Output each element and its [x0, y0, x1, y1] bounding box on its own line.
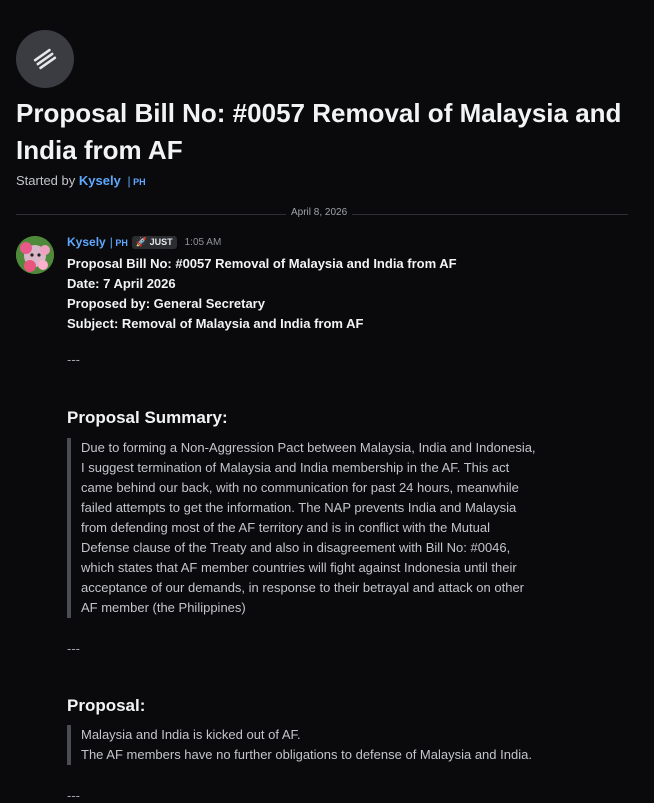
proposal-line: The AF members have no further obligations to defense of Malaysia and India.	[81, 747, 532, 762]
separator: ---	[67, 641, 80, 656]
started-by	[16, 173, 146, 188]
summary-line: which states that AF member countries will fight against Indonesia until their	[81, 560, 517, 575]
summary-heading: Proposal Summary:	[67, 408, 228, 427]
message-timestamp[interactable]: 1:05 AM	[184, 236, 222, 248]
message-author[interactable]: Kysely	[67, 235, 106, 249]
bill-proposer-line: Proposed by: General Secretary	[67, 296, 265, 311]
proposal-quote	[67, 725, 532, 765]
started-prefix: Started by	[16, 173, 76, 188]
summary-line: I suggest termination of Malaysia and India membership in the AF. This act	[81, 460, 510, 475]
rocket-icon: 🚀	[135, 236, 148, 247]
proposal-line: Malaysia and India is kicked out of AF.	[81, 727, 301, 742]
avatar[interactable]	[16, 236, 54, 274]
thread-author-tag: | PH	[127, 174, 146, 188]
summary-line: Due to forming a Non-Aggression Pact between Malaysia, India and Indonesia,	[81, 440, 536, 455]
bill-header	[67, 254, 457, 334]
bill-title-line: Proposal Bill No: #0057 Removal of Malaysia and India from AF	[67, 256, 457, 271]
summary-line: failed attempts to get the information. The NAP prevents India and Malaysia	[81, 500, 517, 515]
summary-quote	[67, 438, 536, 618]
summary-line: Defense clause of the Treaty and also in disagreement with Bill No: #0046,	[81, 540, 511, 555]
divider-date: April 8, 2026	[286, 207, 352, 218]
bill-date-line: Date: 7 April 2026	[67, 276, 176, 291]
summary-line: acceptance of our demands, in response to their betrayal and attack on other	[81, 580, 524, 595]
role-badge[interactable]: 🚀 JUST	[132, 236, 177, 249]
thread-author-link[interactable]: Kysely	[78, 173, 121, 188]
thread-title: Proposal Bill No: #0057 Removal of Malaysia and India from AF	[16, 98, 622, 165]
summary-line: from defending most of the AF territory and is in conflict with the Mutual	[81, 520, 490, 535]
summary-line: came behind our back, with no communication for past 24 hours, meanwhile	[81, 480, 519, 495]
bill-subject-line: Subject: Removal of Malaysia and India from AF	[67, 316, 364, 331]
message-author-tag: | PH	[109, 235, 128, 249]
message-header	[67, 235, 221, 249]
separator: ---	[67, 788, 80, 803]
forum-icon[interactable]	[16, 30, 74, 88]
summary-line: AF member (the Philippines)	[81, 600, 246, 615]
proposal-heading: Proposal:	[67, 696, 146, 715]
separator: ---	[67, 352, 80, 367]
